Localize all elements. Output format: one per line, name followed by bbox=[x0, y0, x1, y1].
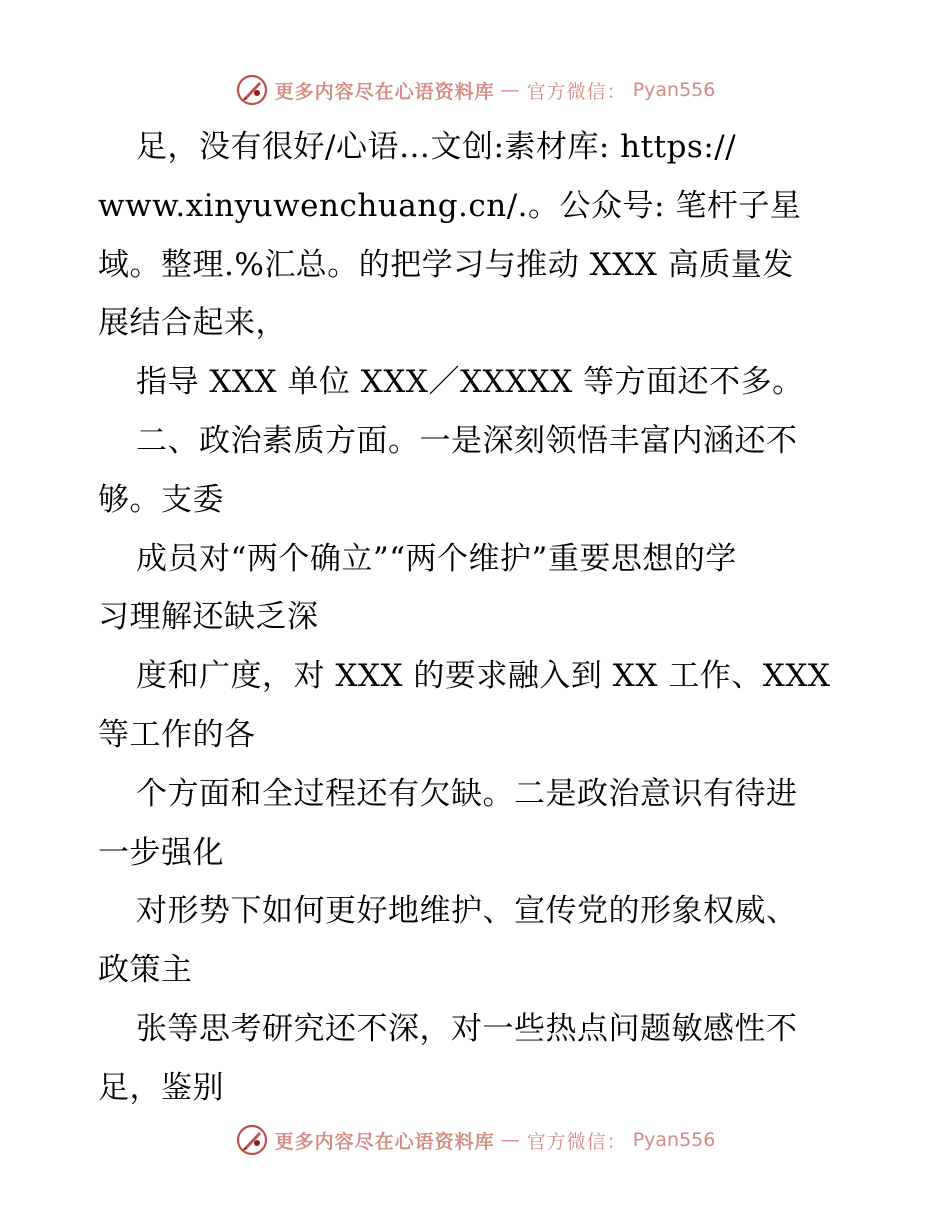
text-line: 等工作的各 bbox=[98, 716, 256, 753]
text-line: 对形势下如何更好地维护、宣传党的形象权威、 bbox=[136, 893, 798, 930]
watermark-dash: — bbox=[500, 1129, 521, 1151]
footer-watermark bbox=[0, 1120, 950, 1160]
text-line: 政策主 bbox=[98, 952, 193, 989]
document-body bbox=[98, 118, 858, 1118]
text-line: 张等思考研究还不深，对一些热点问题敏感性不 bbox=[136, 1010, 798, 1047]
text-line: 二、政治素质方面。一是深刻领悟丰富内涵还不 bbox=[136, 422, 798, 459]
watermark-wechat-id: Pyan556 bbox=[632, 79, 716, 101]
watermark-main-text: 更多内容尽在心语资料库 bbox=[274, 1130, 495, 1153]
text-line: 成员对“两个确立”“两个维护”重要思想的学 bbox=[136, 540, 737, 577]
text-line: 足，鉴别 bbox=[98, 1069, 224, 1106]
header-watermark bbox=[0, 70, 950, 110]
text-line: 一步强化 bbox=[98, 834, 224, 871]
text-line: 度和广度，对 XXX 的要求融入到 XX 工作、XXX bbox=[136, 658, 831, 695]
text-line: www.xinyuwenchuang.cn/.。公众号: 笔杆子星 bbox=[98, 187, 802, 224]
quill-pen-logo-icon bbox=[235, 1123, 269, 1157]
text-line: 指导 XXX 单位 XXX／XXXXX 等方面还不多。 bbox=[136, 364, 804, 401]
text-line: 够。支委 bbox=[98, 481, 224, 518]
text-line: 习理解还缺乏深 bbox=[98, 599, 319, 636]
text-line: 展结合起来， bbox=[98, 305, 287, 342]
quill-pen-logo-icon bbox=[235, 73, 269, 107]
text-line: 足，没有很好/心语…文创:素材库: https:// bbox=[136, 129, 737, 165]
watermark-wechat-id: Pyan556 bbox=[632, 1129, 716, 1151]
text-line: 域。整理.%汇总。的把学习与推动 XXX 高质量发 bbox=[98, 246, 794, 283]
watermark-main-text: 更多内容尽在心语资料库 bbox=[274, 80, 495, 103]
watermark-sub-text: 官方微信： bbox=[526, 1130, 627, 1153]
watermark-dash: — bbox=[500, 79, 521, 101]
text-line: 个方面和全过程还有欠缺。二是政治意识有待进 bbox=[136, 775, 798, 812]
watermark-sub-text: 官方微信： bbox=[526, 80, 627, 103]
